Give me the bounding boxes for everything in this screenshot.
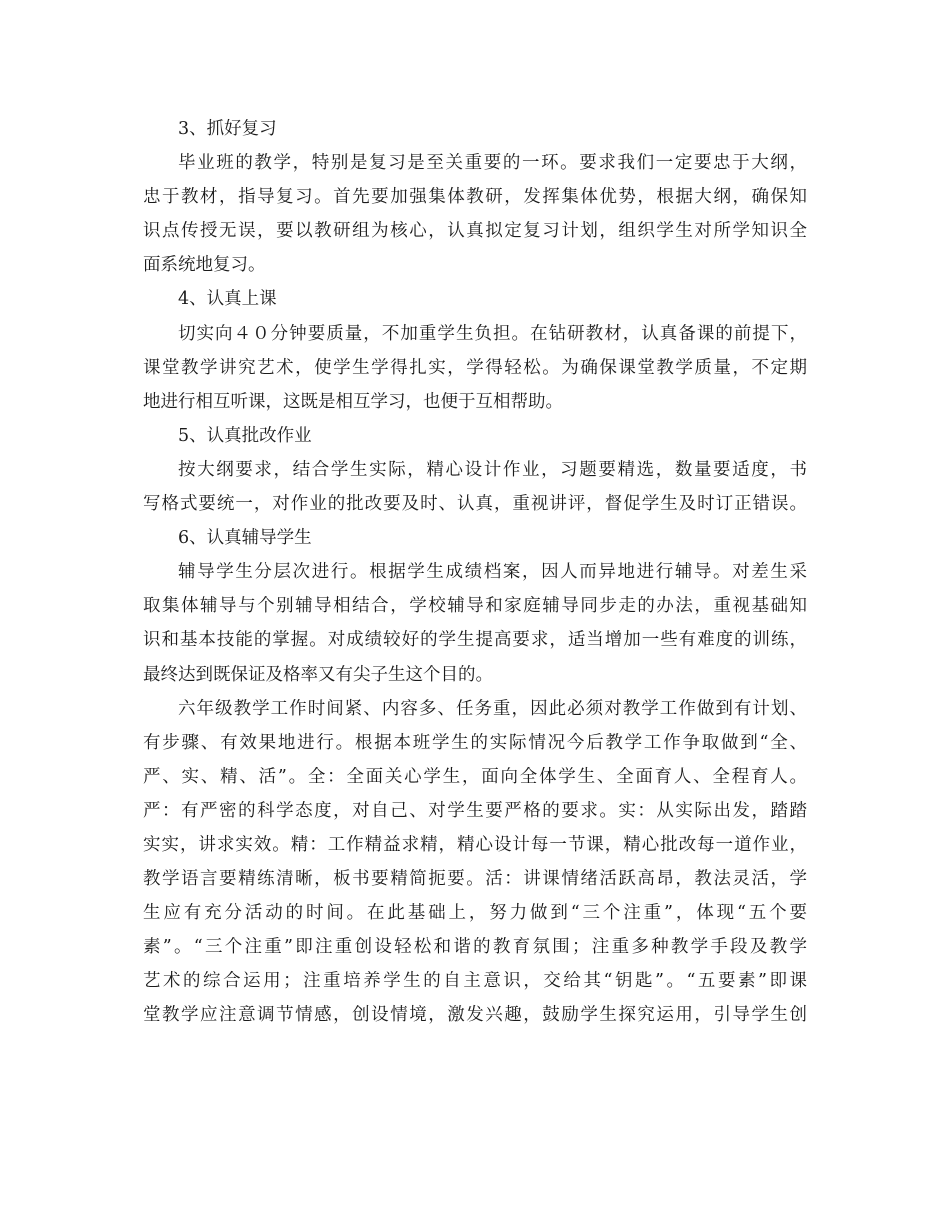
document-text-line: 取集体辅导与个别辅导相结合，学校辅导和家庭辅导同步走的办法，重视基础知 bbox=[143, 596, 807, 617]
document-text-line: 写格式要统一，对作业的批改要及时、认真，重视讲评，督促学生及时订正错误。 bbox=[143, 494, 807, 515]
document-text-line: 堂教学应注意调节情感，创设情境，激发兴趣，鼓励学生探究运用，引导学生创 bbox=[143, 1005, 807, 1026]
document-text-line: 3、抓好复习 bbox=[178, 119, 277, 139]
document-text-line: 严：有严密的科学态度，对自己、对学生要严格的要求。实：从实际出发，踏踏 bbox=[143, 800, 807, 821]
document-text-line: 最终达到既保证及格率又有尖子生这个目的。 bbox=[143, 664, 493, 685]
document-text-line: 严、实、精、活”。全：全面关心学生，面向全体学生、全面育人、全程育人。 bbox=[143, 766, 807, 787]
document-text-line: 面系统地复习。 bbox=[143, 255, 266, 276]
document-text-line: 切实向４０分钟要质量，不加重学生负担。在钻研教材，认真备课的前提下， bbox=[178, 323, 807, 344]
document-text-line: 课堂教学讲究艺术，使学生学得扎实，学得轻松。为确保课堂教学质量，不定期 bbox=[143, 357, 807, 378]
document-text-line: 六年级教学工作时间紧、内容多、任务重，因此必须对教学工作做到有计划、 bbox=[178, 698, 807, 719]
document-text-line: 6、认真辅导学生 bbox=[178, 528, 312, 549]
document-text-line: 识和基本技能的掌握。对成绩较好的学生提高要求，适当增加一些有难度的训练， bbox=[143, 630, 807, 651]
document-text-line: 辅导学生分层次进行。根据学生成绩档案，因人而异地进行辅导。对差生采 bbox=[178, 562, 807, 583]
document-text-line: 毕业班的教学，特别是复习是至关重要的一环。要求我们一定要忠于大纲， bbox=[178, 153, 807, 174]
document-text-line: 艺术的综合运用；注重培养学生的自主意识，交给其“钥匙”。“五要素”即课 bbox=[143, 971, 807, 992]
document-text-line: 实实，讲求实效。精：工作精益求精，精心设计每一节课，精心批改每一道作业， bbox=[143, 834, 807, 855]
document-text-line: 地进行相互听课，这既是相互学习，也便于互相帮助。 bbox=[143, 391, 563, 412]
document-text-line: 忠于教材，指导复习。首先要加强集体教研，发挥集体优势，根据大纲，确保知 bbox=[143, 187, 807, 208]
document-text-line: 有步骤、有效果地进行。根据本班学生的实际情况今后教学工作争取做到“全、 bbox=[143, 732, 807, 753]
document-text-line: 素”。“三个注重”即注重创设轻松和谐的教育氛围；注重多种教学手段及教学 bbox=[143, 937, 807, 958]
document-text-line: 5、认真批改作业 bbox=[178, 425, 312, 446]
document-body bbox=[143, 112, 807, 1033]
document-text-line: 生应有充分活动的时间。在此基础上，努力做到“三个注重”，体现“五个要 bbox=[143, 903, 807, 924]
document-text-line: 按大纲要求，结合学生实际，精心设计作业，习题要精选，数量要适度，书 bbox=[178, 459, 807, 480]
document-text-line: 识点传授无误，要以教研组为核心，认真拟定复习计划，组织学生对所学知识全 bbox=[143, 221, 807, 242]
document-text-line: 教学语言要精练清晰，板书要精简扼要。活：讲课情绪活跃高昂，教法灵活，学 bbox=[143, 869, 807, 890]
document-text-line: 4、认真上课 bbox=[178, 289, 277, 310]
